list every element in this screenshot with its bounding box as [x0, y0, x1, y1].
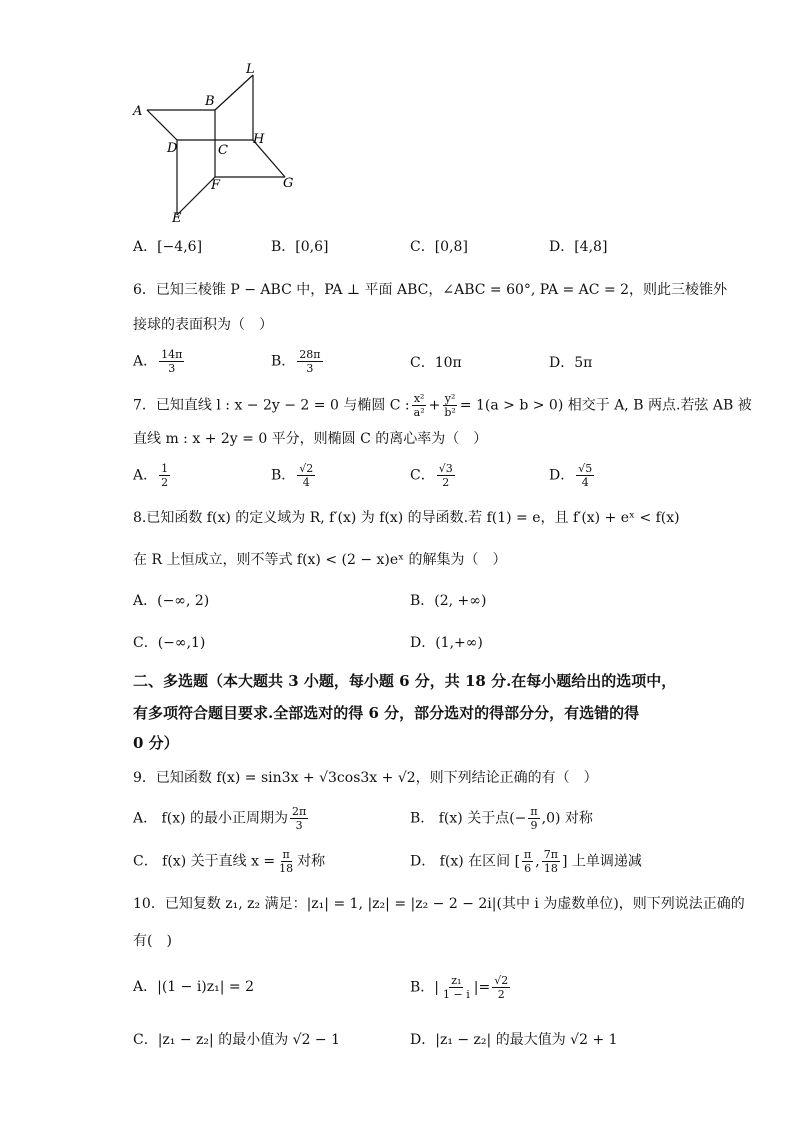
label-C: C	[218, 143, 228, 158]
q8-stem-line1: 8.已知函数 f(x) 的定义域为 R, f′(x) 为 f(x) 的导函数.若 f(1) = e，且 f′(x) + eˣ < f(x)	[133, 510, 680, 526]
q8-stem-line2: 在 R 上恒成立，则不等式 f(x) < (2 − x)eˣ 的解集为（ ）	[133, 552, 507, 568]
q8-option-c: C．(−∞,1)	[133, 635, 206, 651]
label-F: F	[211, 178, 221, 193]
q5-option-c: C．[0,8]	[410, 239, 468, 255]
q7-stem-line2: 直线 m : x + 2y = 0 平分，则椭圆 C 的离心率为（ ）	[133, 431, 488, 447]
label-A: A	[133, 104, 143, 119]
q6-stem-line1: 6．已知三棱锥 P − ABC 中，PA ⊥ 平面 ABC，∠ABC = 60°, PA = AC = 2，则此三棱锥外	[133, 282, 728, 298]
q8-option-b: B．(2, +∞)	[410, 593, 487, 609]
q5-option-d: D．[4,8]	[549, 239, 608, 255]
q10-stem-line1: 10．已知复数 z₁, z₂ 满足：|z₁| = 1, |z₂| = |z₂ − 2 − 2i|(其中 i 为虚数单位)，则下列说法正确的	[133, 896, 745, 912]
section2-heading-line2: 有多项符合题目要求.全部选对的得 6 分，部分选对的得部分分，有选错的得	[133, 704, 640, 722]
q6-option-d: D．5π	[549, 355, 593, 371]
q6-option-a: A． $\frac{14\pi}{3}$	[133, 348, 183, 375]
q10-option-a: A．|(1 − i)z₁| = 2	[133, 979, 255, 995]
q7-option-d: D． $\frac{√5}{4}$	[549, 462, 593, 489]
q7-stem-line1: 7．已知直线 l : x − 2y − 2 = 0 与椭圆 C : $\frac{\text{x²}}{\text{a²}}$ + $\frac{\text{y²}}{\text{b²}}$ = 1(a > b > 0) 相交于 A, B 两点.若弦 AB 被	[133, 392, 752, 419]
label-D: D	[167, 141, 178, 156]
q10-option-b: B．| $\frac{\text{z₁}}{1 - i}$ |= $\frac{√2}{2}$	[410, 974, 509, 1001]
q6-option-b: B． $\frac{28\pi}{3}$	[271, 348, 321, 375]
q7-option-b: B． $\frac{√2}{4}$	[271, 462, 314, 489]
q9-stem: 9．已知函数 f(x) = sin3x + √3cos3x + √2，则下列结论正确的有（ ）	[133, 770, 598, 786]
q9-option-b: B． f(x) 关于点(− $\frac{\pi}{9}$ ,0) 对称	[410, 805, 593, 832]
q9-option-d: D． f(x) 在区间 [ $\frac{\pi}{6}$ , $\frac{7\pi}{18}$ ] 上单调递减	[410, 848, 642, 875]
q6-stem-line2: 接球的表面积为（ ）	[133, 317, 273, 333]
q8-option-a: A．(−∞, 2)	[133, 593, 210, 609]
label-G: G	[283, 176, 294, 191]
q7-option-c: C． $\frac{√3}{2}$	[410, 462, 453, 489]
label-H: H	[253, 132, 265, 147]
label-B: B	[205, 94, 215, 109]
q10-option-c: C．|z₁ − z₂| 的最小值为 √2 − 1	[133, 1032, 341, 1048]
section2-heading-line3: 0 分）	[133, 734, 179, 752]
q9-option-a: A． f(x) 的最小正周期为 $\frac{2\pi}{3}$	[133, 805, 307, 832]
label-E: E	[172, 211, 182, 226]
geometry-figure	[125, 55, 315, 230]
label-L: L	[246, 62, 255, 77]
q8-option-d: D．(1,+∞)	[410, 635, 483, 651]
q7-option-a: A． $\frac{1}{2}$	[133, 462, 169, 489]
q10-stem-line2: 有( )	[133, 933, 172, 949]
q9-option-c: C． f(x) 关于直线 x = $\frac{\pi}{18}$ 对称	[133, 848, 326, 875]
q10-option-d: D．|z₁ − z₂| 的最大值为 √2 + 1	[410, 1032, 618, 1048]
section2-heading-line1: 二、多选题（本大题共 3 小题，每小题 6 分，共 18 分.在每小题给出的选项中，	[133, 672, 677, 690]
q6-option-c: C．10π	[410, 355, 462, 371]
q5-option-b: B．[0,6]	[271, 239, 329, 255]
q5-option-a: A．[−4,6]	[133, 239, 203, 255]
